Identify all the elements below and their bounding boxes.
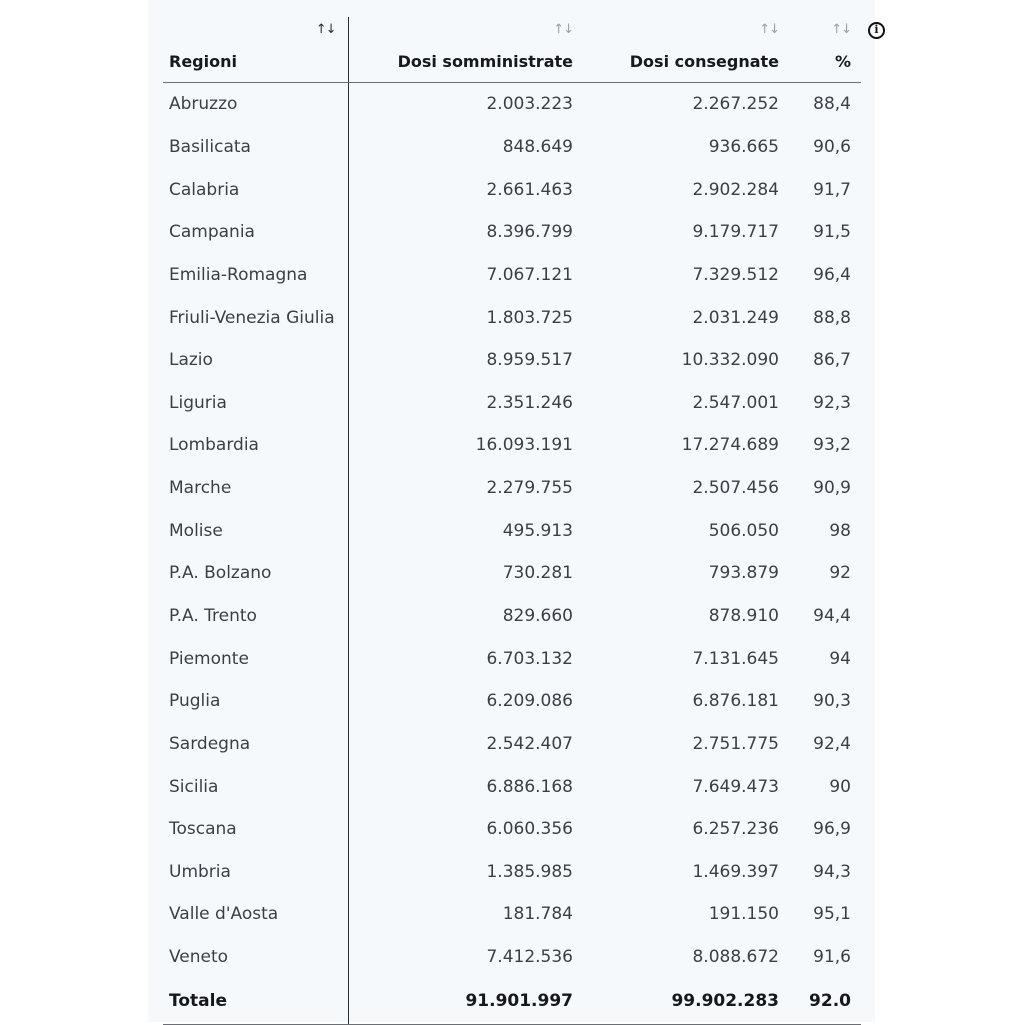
cell-administered: 730.281 [502, 563, 573, 584]
table-row [163, 254, 861, 297]
total-row [163, 978, 861, 1025]
cell-administered: 7.067.121 [486, 264, 573, 285]
cell-delivered: 2.547.001 [692, 392, 779, 413]
cell-region: Umbria [163, 851, 348, 894]
cell-administered: 16.093.191 [475, 435, 573, 456]
table-row [163, 381, 861, 424]
cell-region: Friuli-Venezia Giulia [163, 296, 348, 339]
cell-percent: 88,8 [813, 307, 851, 328]
cell-region: Sardegna [163, 723, 348, 766]
cell-delivered: 2.507.456 [692, 478, 779, 499]
cell-region: Puglia [163, 680, 348, 723]
cell-administered: 1.803.725 [486, 307, 573, 328]
column-header-dosi-consegnate[interactable] [583, 17, 789, 83]
column-header-regioni[interactable] [163, 17, 348, 83]
cell-region: Veneto [163, 936, 348, 979]
cell-delivered: 2.031.249 [692, 307, 779, 328]
table-row [163, 467, 861, 510]
cell-percent: 94 [829, 648, 851, 669]
column-header-percent[interactable] [789, 17, 861, 83]
cell-delivered: 7.329.512 [692, 264, 779, 285]
column-header-label: % [834, 52, 851, 71]
table-row [163, 637, 861, 680]
cell-percent: 96,4 [813, 264, 851, 285]
cell-delivered: 878.910 [708, 606, 779, 626]
cell-region: Campania [163, 211, 348, 254]
cell-delivered: 7.131.645 [692, 648, 779, 669]
table-row [163, 765, 861, 808]
cell-administered: 2.279.755 [486, 478, 573, 499]
header-row [163, 17, 861, 83]
cell-administered: 2.542.407 [486, 733, 573, 754]
table-row [163, 126, 861, 169]
cell-percent: 98 [829, 520, 851, 541]
cell-delivered: 7.649.473 [692, 776, 779, 797]
cell-delivered: 6.257.236 [692, 819, 779, 840]
column-header-label: Dosi consegnate [629, 52, 779, 71]
sort-arrows-icon[interactable]: ↑↓ [759, 22, 779, 37]
cell-administered: 2.003.223 [486, 94, 573, 115]
cell-region: Liguria [163, 381, 348, 424]
table-row [163, 680, 861, 723]
cell-administered: 8.396.799 [486, 222, 573, 243]
cell-region: Lazio [163, 339, 348, 382]
table-row [163, 339, 861, 382]
cell-percent: 95,1 [813, 904, 851, 925]
cell-delivered: 8.088.672 [692, 947, 779, 968]
cell-region: Piemonte [163, 637, 348, 680]
table-row [163, 893, 861, 936]
cell-administered: 1.385.985 [486, 861, 573, 882]
cell-administered: 181.784 [502, 904, 573, 925]
column-header-dosi-somministrate[interactable] [348, 17, 583, 83]
cell-percent: 94,4 [813, 606, 851, 626]
sort-arrows-icon[interactable]: ↑↓ [315, 22, 336, 37]
cell-region: Valle d'Aosta [163, 893, 348, 936]
vaccine-doses-table [163, 17, 861, 1025]
table-row [163, 424, 861, 467]
cell-administered: 2.351.246 [486, 392, 573, 413]
cell-region: Sicilia [163, 765, 348, 808]
cell-percent: 96,9 [813, 819, 851, 840]
table-row [163, 851, 861, 894]
cell-delivered: 6.876.181 [692, 691, 779, 712]
total-administered: 91.901.997 [348, 978, 583, 1025]
cell-administered: 848.649 [502, 136, 573, 157]
sort-arrows-icon[interactable]: ↑↓ [831, 22, 851, 37]
table-row [163, 936, 861, 979]
cell-region: Emilia-Romagna [163, 254, 348, 297]
cell-percent: 92,3 [813, 392, 851, 413]
table-row [163, 723, 861, 766]
cell-percent: 90 [829, 776, 851, 797]
cell-region: Calabria [163, 168, 348, 211]
sort-arrows-icon[interactable]: ↑↓ [553, 22, 573, 37]
table-row [163, 211, 861, 254]
cell-administered: 6.209.086 [486, 691, 573, 712]
cell-region: Toscana [163, 808, 348, 851]
cell-percent: 90,9 [813, 478, 851, 499]
table-row [163, 509, 861, 552]
cell-percent: 92 [829, 563, 851, 584]
cell-percent: 90,3 [813, 691, 851, 712]
table-row [163, 595, 861, 638]
cell-delivered: 2.751.775 [692, 733, 779, 754]
cell-percent: 90,6 [813, 136, 851, 157]
cell-administered: 8.959.517 [486, 350, 573, 371]
cell-administered: 7.412.536 [486, 947, 573, 968]
table-row [163, 296, 861, 339]
cell-administered: 829.660 [502, 606, 573, 626]
total-label: Totale [163, 978, 348, 1025]
cell-delivered: 506.050 [708, 520, 779, 541]
cell-percent: 91,7 [813, 179, 851, 200]
column-header-label: Dosi somministrate [397, 52, 573, 71]
cell-delivered: 17.274.689 [681, 435, 779, 456]
cell-administered: 495.913 [502, 520, 573, 541]
cell-administered: 6.060.356 [486, 819, 573, 840]
cell-delivered: 9.179.717 [692, 222, 779, 243]
total-percent: 92.0 [789, 978, 861, 1025]
cell-percent: 94,3 [813, 861, 851, 882]
cell-delivered: 191.150 [708, 904, 779, 925]
table-row [163, 808, 861, 851]
cell-percent: 91,5 [813, 222, 851, 243]
cell-region: P.A. Trento [163, 595, 348, 638]
cell-delivered: 2.902.284 [692, 179, 779, 200]
cell-delivered: 793.879 [708, 563, 779, 584]
cell-percent: 88,4 [813, 94, 851, 115]
cell-percent: 93,2 [813, 435, 851, 456]
cell-delivered: 936.665 [708, 136, 779, 157]
total-delivered: 99.902.283 [583, 978, 789, 1025]
cell-administered: 6.703.132 [486, 648, 573, 669]
info-icon[interactable]: i [868, 22, 885, 39]
cell-region: Lombardia [163, 424, 348, 467]
cell-administered: 2.661.463 [486, 179, 573, 200]
cell-region: Molise [163, 509, 348, 552]
table-row [163, 83, 861, 126]
cell-region: Abruzzo [163, 83, 348, 126]
cell-administered: 6.886.168 [486, 776, 573, 797]
cell-region: Basilicata [163, 126, 348, 169]
cell-percent: 91,6 [813, 947, 851, 968]
cell-delivered: 1.469.397 [692, 861, 779, 882]
column-header-label: Regioni [169, 52, 237, 71]
table-row [163, 552, 861, 595]
cell-percent: 86,7 [813, 350, 851, 371]
table-row [163, 168, 861, 211]
cell-region: P.A. Bolzano [163, 552, 348, 595]
cell-region: Marche [163, 467, 348, 510]
cell-delivered: 10.332.090 [681, 350, 779, 371]
cell-delivered: 2.267.252 [692, 94, 779, 115]
cell-percent: 92,4 [813, 733, 851, 754]
